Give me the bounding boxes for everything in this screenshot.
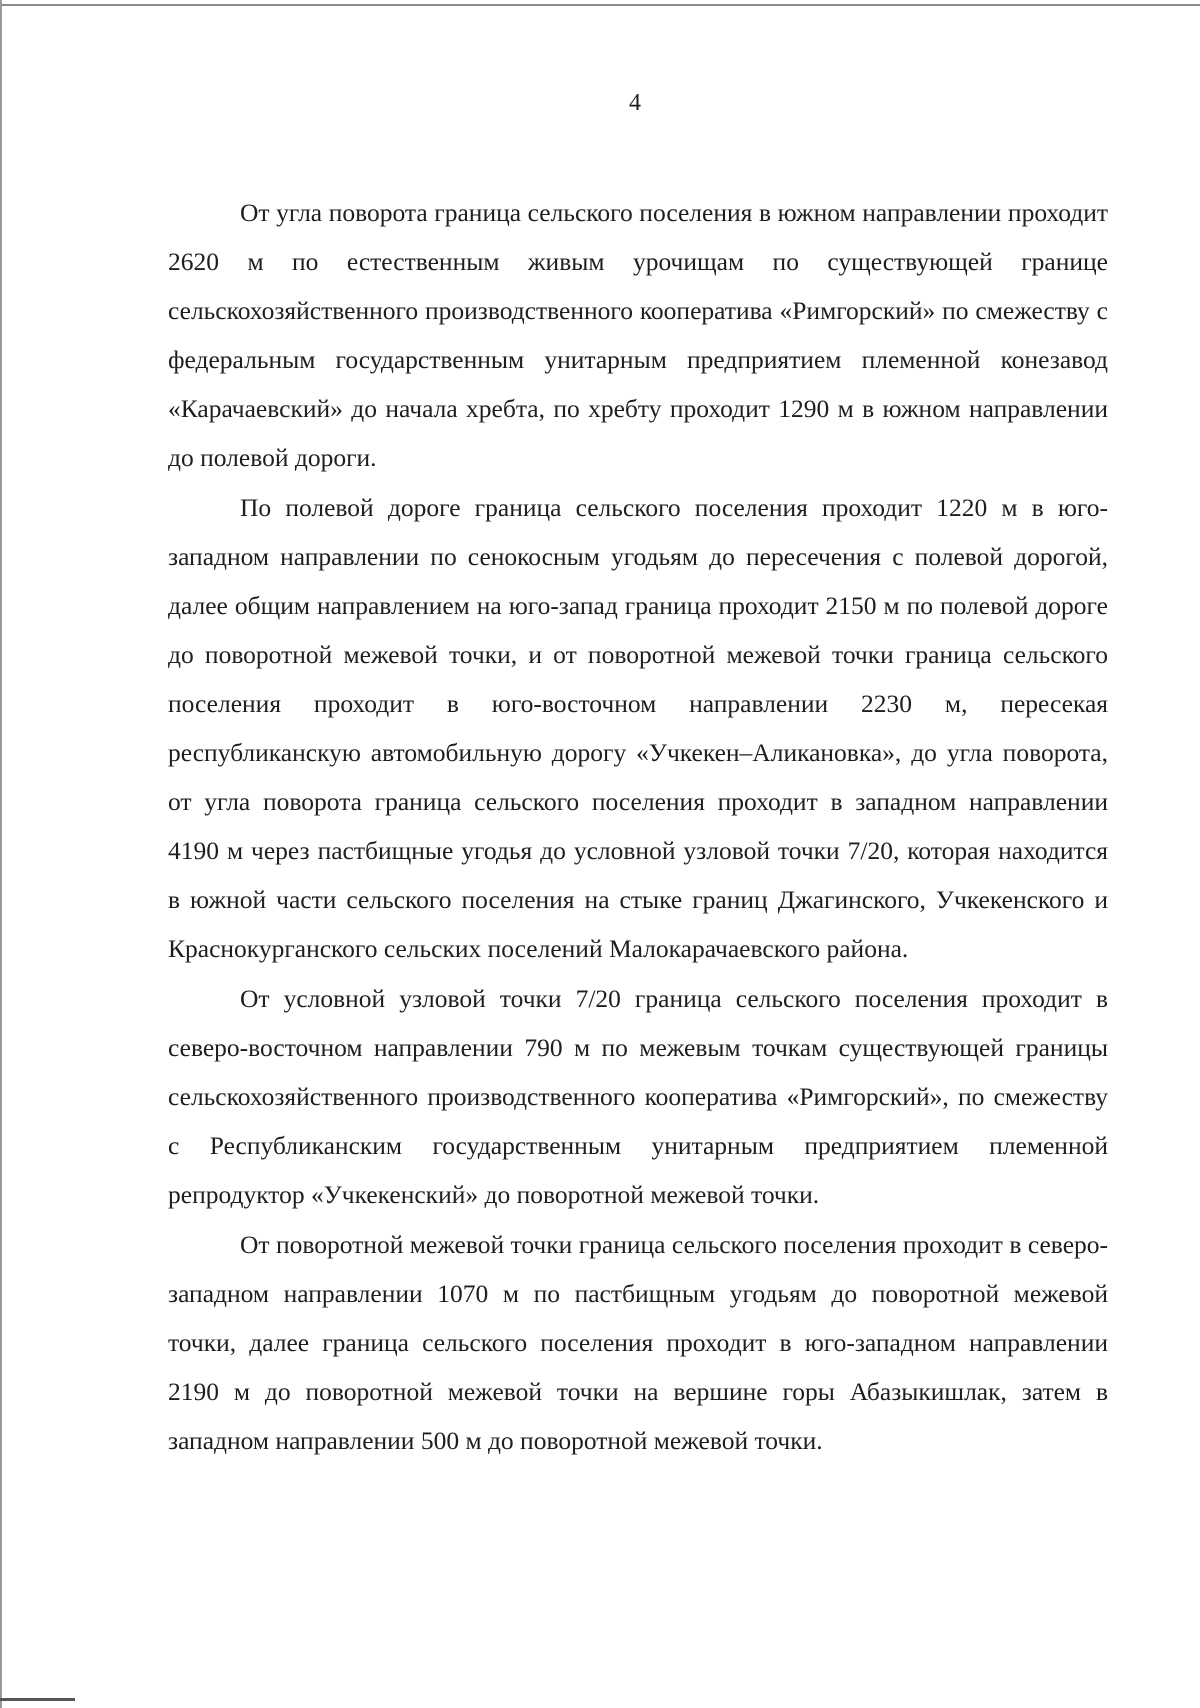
paragraph-4: От поворотной межевой точки граница сельского поселения проходит в северо-западном направлении 1070 м по пастбищным угодьям до поворотной межевой точки, далее граница сельского поселения проходит в юго-западном направлении 2190 м до поворотной межевой точки на вершине горы Абазыкишлак, затем в западном направлении 500 м до поворотной межевой точки. — [168, 1230, 1108, 1455]
document-body — [168, 188, 1108, 1466]
scan-bottom-mark — [0, 1698, 75, 1701]
scan-left-edge — [0, 0, 2, 1708]
page-number: 4 — [629, 90, 641, 116]
paragraph-2: По полевой дороге граница сельского поселения проходит 1220 м в юго-западном направлении по сенокосным угодьям до пересечения с полевой дорогой, далее общим направлением на юго-запад граница проходит 2150 м по полевой дороге до поворотной межевой точки, и от поворотной межевой точки граница сельского поселения проходит в юго-восточном направлении 2230 м, пересекая республиканскую автомобильную дорогу «Учкекен–Аликановка», до угла поворота, от угла поворота граница сельского поселения проходит в западном направлении 4190 м через пастбищные угодья до условной узловой точки 7/20, которая находится в южной части сельского поселения на стыке границ Джагинского, Учкекенского и Краснокурганского сельских поселений Малокарачаевского района. — [168, 493, 1108, 963]
scan-top-edge — [0, 4, 1200, 6]
paragraph-3: От условной узловой точки 7/20 граница сельского поселения проходит в северо-восточном направлении 790 м по межевым точкам существующей границы сельскохозяйственного производственного кооператива «Римгорский», по смежеству с Республиканским государственным унитарным предприятием племенной репродуктор «Учкекенский» до поворотной межевой точки. — [168, 984, 1108, 1209]
paragraph-1: От угла поворота граница сельского поселения в южном направлении проходит 2620 м по естественным живым урочищам по существующей границе сельскохозяйственного производственного кооператива «Римгорский» по смежеству с федеральным государственным унитарным предприятием племенной конезавод «Карачаевский» до начала хребта, по хребту проходит 1290 м в южном направлении до полевой дороги. — [168, 198, 1108, 472]
